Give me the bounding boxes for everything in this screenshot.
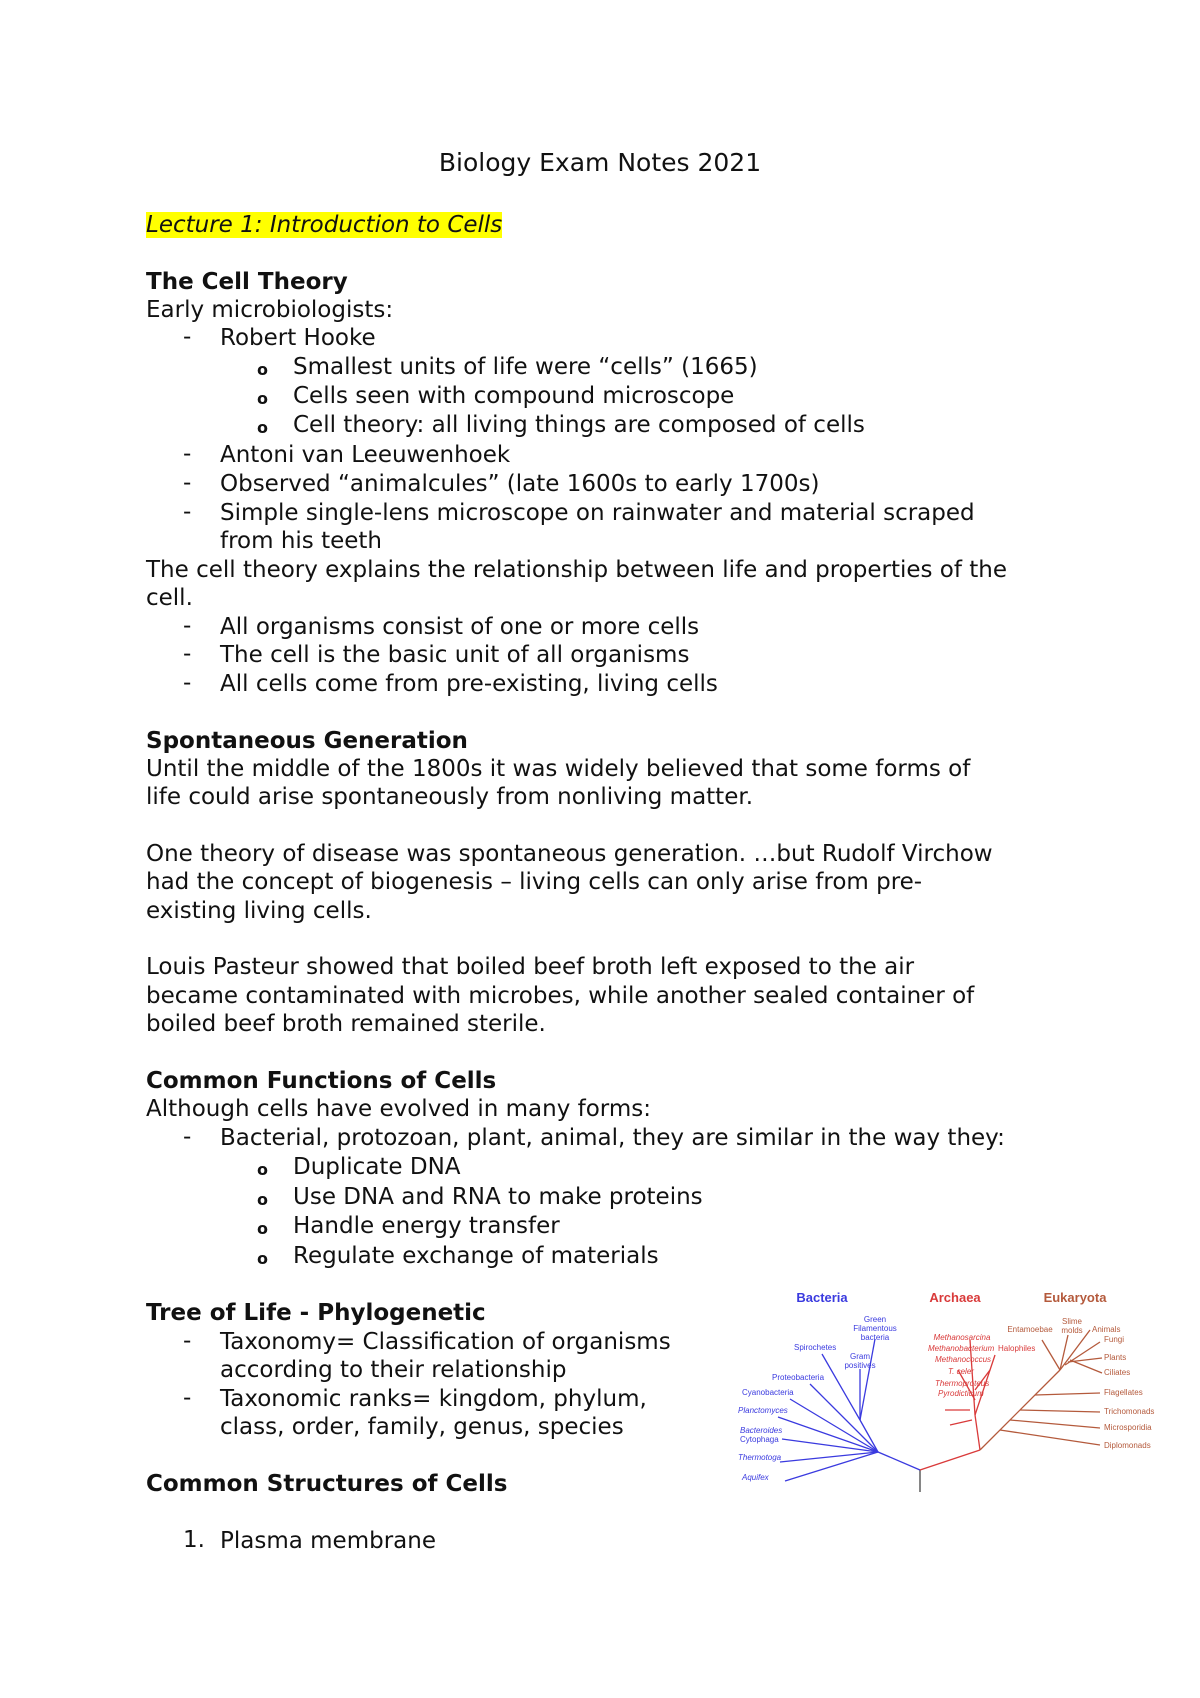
tree-branch [950,1420,972,1425]
list-item-cont: class, order, family, genus, species [220,1414,624,1440]
tree-label: Proteobacteria [772,1373,825,1382]
tree-label: Entamoebae [1007,1325,1053,1334]
tree-labels [738,1290,1154,1482]
circle-bullet-icon: o [257,389,268,408]
tree-label: Green [863,1315,887,1324]
paragraph-line: became contaminated with microbes, while another sealed container of [146,983,975,1009]
tree-label: Methanococcus [935,1355,992,1364]
tree-label: Methanobacterium [928,1344,995,1353]
tree-label: Spirochetes [794,1343,837,1352]
tree-branch [1070,1360,1102,1373]
tree-label: Bacteroides [740,1426,783,1435]
dash-marker: - [183,641,192,667]
tree-branch [1042,1340,1060,1370]
tree-label: Planctomyces [738,1406,788,1415]
dash-marker: - [183,441,192,467]
tree-branch [920,1450,980,1470]
paragraph-line: Louis Pasteur showed that boiled beef broth left exposed to the air [146,954,915,980]
paragraph-line: Until the middle of the 1800s it was widely believed that some forms of [146,756,971,782]
paragraph-line: life could arise spontaneously from nonliving matter. [146,784,754,810]
list-item: Cells seen with compound microscope [293,383,735,409]
tree-label: T. celer [948,1367,974,1376]
tree-branch [782,1439,878,1452]
dash-marker: - [183,670,192,696]
list-item: Smallest units of life were “cells” (1665) [293,354,758,380]
list-item: Cell theory: all living things are composed of cells [293,412,865,438]
circle-bullet-icon: o [257,360,268,379]
page-title: Biology Exam Notes 2021 [438,148,762,177]
tree-label: Plants [1104,1353,1127,1362]
section-heading-cell-theory: The Cell Theory [146,269,348,295]
lecture-label: Lecture 1: Introduction to Cells [146,212,503,238]
list-item: Plasma membrane [220,1528,436,1554]
tree-label: Thermotoga [738,1453,782,1462]
list-item-observed: Observed “animalcules” (late 1600s to early 1700s) [220,471,820,497]
tree-label: Halophiles [998,1344,1036,1353]
paragraph-line: had the concept of biogenesis – living cells can only arise from pre- [146,869,923,895]
list-item: Regulate exchange of materials [293,1243,659,1269]
tree-label: molds [1061,1326,1083,1335]
tree-label: Gram [850,1352,870,1361]
list-item: Use DNA and RNA to make proteins [293,1184,703,1210]
circle-bullet-icon: o [257,1219,268,1238]
dash-marker: - [183,499,192,525]
tree-branch [1035,1393,1100,1395]
list-item: Taxonomy= Classification of organisms [220,1329,671,1355]
tree-branch [1000,1430,1100,1445]
tree-label: Aquifex [742,1473,769,1482]
tree-label: Microsporidia [1104,1423,1152,1432]
tree-label: Ciliates [1104,1368,1131,1377]
list-item: All cells come from pre-existing, living cells [220,671,718,697]
list-item-hooke: Robert Hooke [220,325,376,351]
cell-theory-intro: Early microbiologists: [146,297,394,323]
phylogenetic-tree-figure [730,1280,1170,1515]
list-item: Handle energy transfer [293,1213,560,1239]
domain-label-bacteria: Bacteria [796,1290,848,1305]
tree-label: Cyanobacteria [742,1388,794,1397]
dash-marker: - [183,1328,192,1354]
dash-marker: - [183,1385,192,1411]
list-item: Taxonomic ranks= kingdom, phylum, [220,1386,647,1412]
list-item-simple: Simple single-lens microscope on rainwater and material scraped [220,500,975,526]
lecture-heading [146,211,502,239]
section-heading-functions: Common Functions of Cells [146,1068,497,1094]
paragraph-line: existing living cells. [146,898,372,924]
tree-label: Cytophaga [740,1435,779,1444]
list-item-cont: according to their relationship [220,1357,567,1383]
tree-label: bacteria [860,1333,890,1342]
tree-branch [1020,1410,1100,1412]
paragraph-line: The cell theory explains the relationship between life and properties of the [146,557,1008,583]
functions-intro: Although cells have evolved in many forms: [146,1096,652,1122]
list-item: Duplicate DNA [293,1154,461,1180]
section-heading-structures: Common Structures of Cells [146,1471,508,1497]
domain-label-eukaryota: Eukaryota [1043,1290,1107,1305]
circle-bullet-icon: o [257,418,268,437]
list-item: Bacterial, protozoan, plant, animal, they are similar in the way they: [220,1125,1005,1151]
circle-bullet-icon: o [257,1249,268,1268]
dash-marker: - [183,470,192,496]
tree-branch [1010,1420,1100,1428]
tree-label: Fungi [1104,1335,1125,1344]
tree-label: Animals [1092,1325,1121,1334]
list-item: The cell is the basic unit of all organisms [220,642,690,668]
list-item-leeuwenhoek: Antoni van Leeuwenhoek [220,442,511,468]
circle-bullet-icon: o [257,1160,268,1179]
tree-label: Trichomonads [1104,1407,1155,1416]
tree-branch [878,1452,920,1470]
dash-marker: - [183,613,192,639]
tree-branch [810,1384,878,1452]
tree-label: positives [844,1361,876,1370]
tree-label: Filamentous [853,1324,897,1333]
paragraph-line: cell. [146,585,193,611]
dash-marker: - [183,324,192,350]
tree-label: Flagellates [1104,1388,1143,1397]
section-heading-spontaneous: Spontaneous Generation [146,728,468,754]
tree-label: Pyrodicticum [938,1389,984,1398]
paragraph-line: One theory of disease was spontaneous generation. …but Rudolf Virchow [146,841,993,867]
list-item-simple-cont: from his teeth [220,528,383,554]
domain-label-archaea: Archaea [929,1290,981,1305]
paragraph-line: boiled beef broth remained sterile. [146,1011,546,1037]
tree-label: Thermoproteus [935,1379,990,1388]
dash-marker: - [183,1124,192,1150]
tree-label: Methanosarcina [933,1333,991,1342]
tree-label: Diplomonads [1104,1441,1151,1450]
section-heading-tree: Tree of Life - Phylogenetic [146,1300,486,1326]
tree-branch [975,1415,980,1450]
tree-label: Slime [1061,1317,1083,1326]
list-item: All organisms consist of one or more cells [220,614,700,640]
circle-bullet-icon: o [257,1190,268,1209]
list-number: 1. [183,1527,205,1553]
